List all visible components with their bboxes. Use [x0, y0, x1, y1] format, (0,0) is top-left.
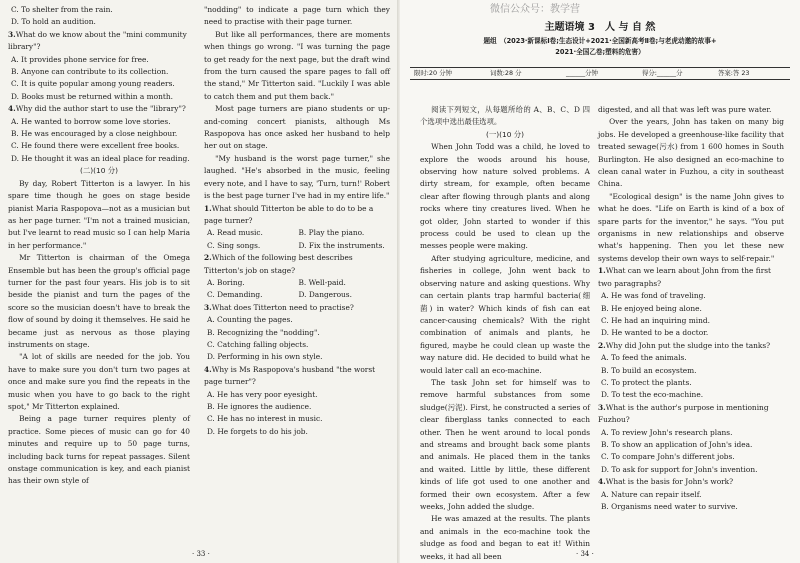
paragraph: But like all performances, there are moments when things go wrong. "I was turning the page to get ready for the next page, but the draft wind from the turn caused the spare pages to fall off the stand," Mr Titterton said. "Luckily I was able to catch them and put them back.": [204, 29, 390, 101]
paragraph: 阅读下列短文，从每题所给的 A、B、C、D 四个选项中选出最佳选项。: [420, 105, 590, 127]
option-row: [204, 227, 390, 239]
option: C. He had an inquiring mind.: [601, 315, 710, 325]
question: [8, 103, 190, 115]
question: [598, 265, 784, 290]
paragraph: "Ecological design" is the name John gives to what he does. "Life on Earth is kind of a box of spare parts for the inventor," he says. "You put organisms in new relationships and observe what's happening. Then you let these new systems develop their own ways to self-repair.": [598, 191, 784, 263]
option-row: [204, 277, 390, 289]
option: B. He ignores the audience.: [207, 402, 312, 411]
question: [598, 340, 784, 352]
option: C. To protect the plants.: [601, 377, 692, 387]
question-text: What do we know about the "mini community library"?: [8, 29, 187, 52]
question-text: Which of the following best describes Titterton's job on stage?: [204, 253, 353, 275]
exam-source-line-1: 题组 （2023·新课标Ⅰ卷;生态设计+2021·全国新高考Ⅱ卷;与老虎动邀的故事+: [483, 37, 717, 45]
option: C. To compare John's different jobs.: [601, 452, 735, 462]
paragraph: Mr Titterton is chairman of the Omega Ensemble but has been the group's official page turner for the past four years. His job is to sit beside the pianist and turn the pages of the score so the musician doesn't have to break the flow of sound by doing it themselves. He said he became just as nervous as those playing instruments on stage.: [8, 253, 190, 349]
question-text: What should Titterton be able to do to be a page turner?: [204, 203, 374, 225]
paragraph: Over the years, John has taken on many big jobs. He developed a greenhouse-like facility that treated sewage(污水) from 1 600 homes in South Burlington. He also designed an eco-machine to clean canal water in Fuzhou, a city in southeast China.: [598, 117, 784, 189]
option: A. To feed the animals.: [601, 353, 687, 363]
info-bar: [410, 67, 790, 80]
option: C. Catching falling objects.: [207, 339, 309, 349]
paragraph: The task John set for himself was to remove harmful substances from some sludge(污泥). First, he constructed a series of clear fiberglass tanks connected to each other. Then he went around to local ponds and streams and brought back some plants and animals. He placed them in the tanks and waited. Little by little, these different kinds of life got used to one another and formed their own ecosystem. After a few weeks, John added the sludge.: [420, 377, 590, 511]
question: [204, 302, 390, 314]
info-time-limit: 限时:20 分钟: [414, 69, 452, 77]
option: D. Fix the instruments.: [298, 240, 385, 250]
option: B. Recognizing the "nodding".: [207, 327, 320, 337]
option: D. To ask for support for John's invention.: [601, 464, 758, 474]
question-number: 1.: [598, 266, 606, 276]
question-text: What is the author's purpose in mentioning Fuzhou?: [598, 402, 769, 425]
watermark: 微信公众号：教学营: [490, 4, 580, 15]
question-number: 4.: [8, 104, 16, 114]
paragraph: "A lot of skills are needed for the job. You have to make sure you don't turn two pages at once and make sure you find the repeats in the music when you have to go back to the right spot," Mr Titterton explained.: [8, 352, 190, 411]
question-text: Why is Ms Raspopova's husband "the worst page turner"?: [204, 364, 376, 387]
right-column-2: [598, 104, 784, 513]
question: [204, 364, 390, 389]
question: [598, 476, 784, 488]
page-number-left: · 33 ·: [192, 550, 210, 558]
question-text: Why did the author start to use the "library"?: [15, 104, 186, 114]
info-time-used: ______分钟: [566, 69, 598, 77]
option: D. To test the eco-machine.: [601, 390, 704, 400]
option: D. He wanted to be a doctor.: [601, 328, 709, 338]
question-number: 3.: [8, 29, 16, 39]
left-column-2: [204, 4, 390, 438]
option: C. It is quite popular among young readers.: [11, 79, 175, 89]
option: A. He has very poor eyesight.: [207, 389, 318, 399]
option: C. Demanding.: [207, 290, 263, 300]
option: A. He wanted to borrow some love stories.: [11, 116, 171, 126]
paragraph: He was amazed at the results. The plants and animals in the eco-machine took the sludge as food and began to eat it! Within weeks, it had all been: [420, 514, 590, 561]
exam-source-line-2: 2021·全国乙卷;塑料的危害）: [555, 48, 645, 56]
paragraph: digested, and all that was left was pure water.: [598, 105, 772, 114]
theme-title: 主题语境 3 人 与 自 然: [544, 22, 656, 33]
option: D. He thought it was an ideal place for reading.: [11, 153, 190, 163]
question-text: What can we learn about John from the first two paragraphs?: [598, 266, 771, 288]
section-heading: (二)(10 分): [79, 166, 119, 176]
right-column-1: [420, 104, 590, 563]
question-number: 4.: [598, 477, 606, 487]
option: C. He has no interest in music.: [207, 414, 323, 424]
question-text: Why did John put the sludge into the tanks?: [605, 340, 771, 350]
option: B. He was encouraged by a close neighbour.: [11, 129, 178, 139]
option: D. Performing in his own style.: [207, 352, 323, 362]
info-answer-ref: 答案:答 23: [718, 69, 750, 77]
option: A. It provides phone service for free.: [11, 54, 149, 64]
info-score: 得分:______分: [642, 69, 683, 77]
option: A. To review John's research plans.: [601, 427, 733, 437]
option: D. He forgets to do his job.: [207, 426, 308, 436]
paragraph: Most page turners are piano students or up-and-coming concert pianists, although Ms Raspopova has once asked her husband to help her out on stage.: [204, 104, 390, 151]
option: D. Books must be returned within a month.: [11, 91, 173, 101]
option: A. He was fond of traveling.: [601, 291, 706, 301]
option: A. Boring.: [207, 277, 245, 287]
question-number: 2.: [598, 340, 606, 350]
option: C. To shelter from the rain.: [11, 5, 113, 14]
question-number: 4.: [204, 364, 212, 374]
question-text: What is the basis for John's work?: [605, 477, 734, 487]
option: B. He enjoyed being alone.: [601, 303, 702, 313]
paragraph: After studying agriculture, medicine, and fisheries in college, John went back to observing nature and asking questions. Why can certain plants trap harmful bacteria(细菌) in water? Which kinds of fish can eat cancer-causing chemicals? With the right combination of animals and plants, he figured, maybe he could clean up waste the way nature did. He decided to build what he would later call an eco-machine.: [420, 253, 590, 375]
paragraph: By day, Robert Titterton is a lawyer. In his spare time though he goes on stage beside pianist Maria Raspopova—not as a musician but as her page turner. "I'm not a trained musician, but I've learnt to read music so I can help Maria in her performance.": [8, 178, 190, 250]
option: D. Dangerous.: [298, 290, 352, 300]
option: A. Read music.: [207, 228, 263, 238]
question-number: 2.: [204, 253, 212, 263]
paragraph: "nodding" to indicate a page turn which they need to practise with their page turner.: [204, 5, 390, 27]
option: B. To show an application of John's idea.: [601, 439, 753, 449]
option: A. Counting the pages.: [207, 315, 293, 325]
question-number: 3.: [204, 302, 212, 312]
option: D. To hold an audition.: [11, 17, 96, 27]
question: [8, 29, 190, 54]
option: B. Well-paid.: [298, 277, 346, 287]
question-number: 3.: [598, 402, 606, 412]
question-number: 1.: [204, 203, 212, 213]
option-row: [204, 240, 390, 252]
option-row: [204, 289, 390, 301]
paragraph: Being a page turner requires plenty of practice. Some pieces of music can go for 40 minutes and require up to 50 page turns, including back turns for repeat passages. Silent onstage communication is key, and each pianist has their own style of: [8, 414, 190, 486]
page-number-right: · 34 ·: [576, 550, 594, 558]
paragraph: "My husband is the worst page turner," she laughed. "He's absorbed in the music, feeling every note, and I have to say, 'Turn, turn!' Robert is the best page turner I've had in my entire life.": [204, 153, 390, 201]
option: C. He found there were excellent free books.: [11, 141, 180, 151]
option: B. Play the piano.: [298, 228, 365, 238]
question: [204, 203, 390, 228]
info-word-count: 词数:28 分: [490, 69, 522, 77]
question: [598, 402, 784, 427]
option: B. To build an ecosystem.: [601, 365, 697, 375]
paragraph: When John Todd was a child, he loved to explore the woods around his house, observing how nature solved problems. A dirty stream, for example, often became clear after flowing through plants and along rocks where tiny creatures lived. When he got older, John started to wonder if this process could be used to clean up the messes people were making.: [420, 142, 590, 251]
exam-source: [420, 36, 780, 58]
option: B. Anyone can contribute to its collection.: [11, 67, 169, 77]
option: B. Organisms need water to survive.: [601, 502, 738, 511]
question: [204, 252, 390, 277]
left-column-1: [8, 4, 190, 488]
option: C. Sing songs.: [207, 240, 261, 250]
option: A. Nature can repair itself.: [601, 489, 702, 499]
question-text: What does Titterton need to practise?: [211, 302, 354, 312]
section-heading: (一)(10 分): [485, 129, 525, 139]
